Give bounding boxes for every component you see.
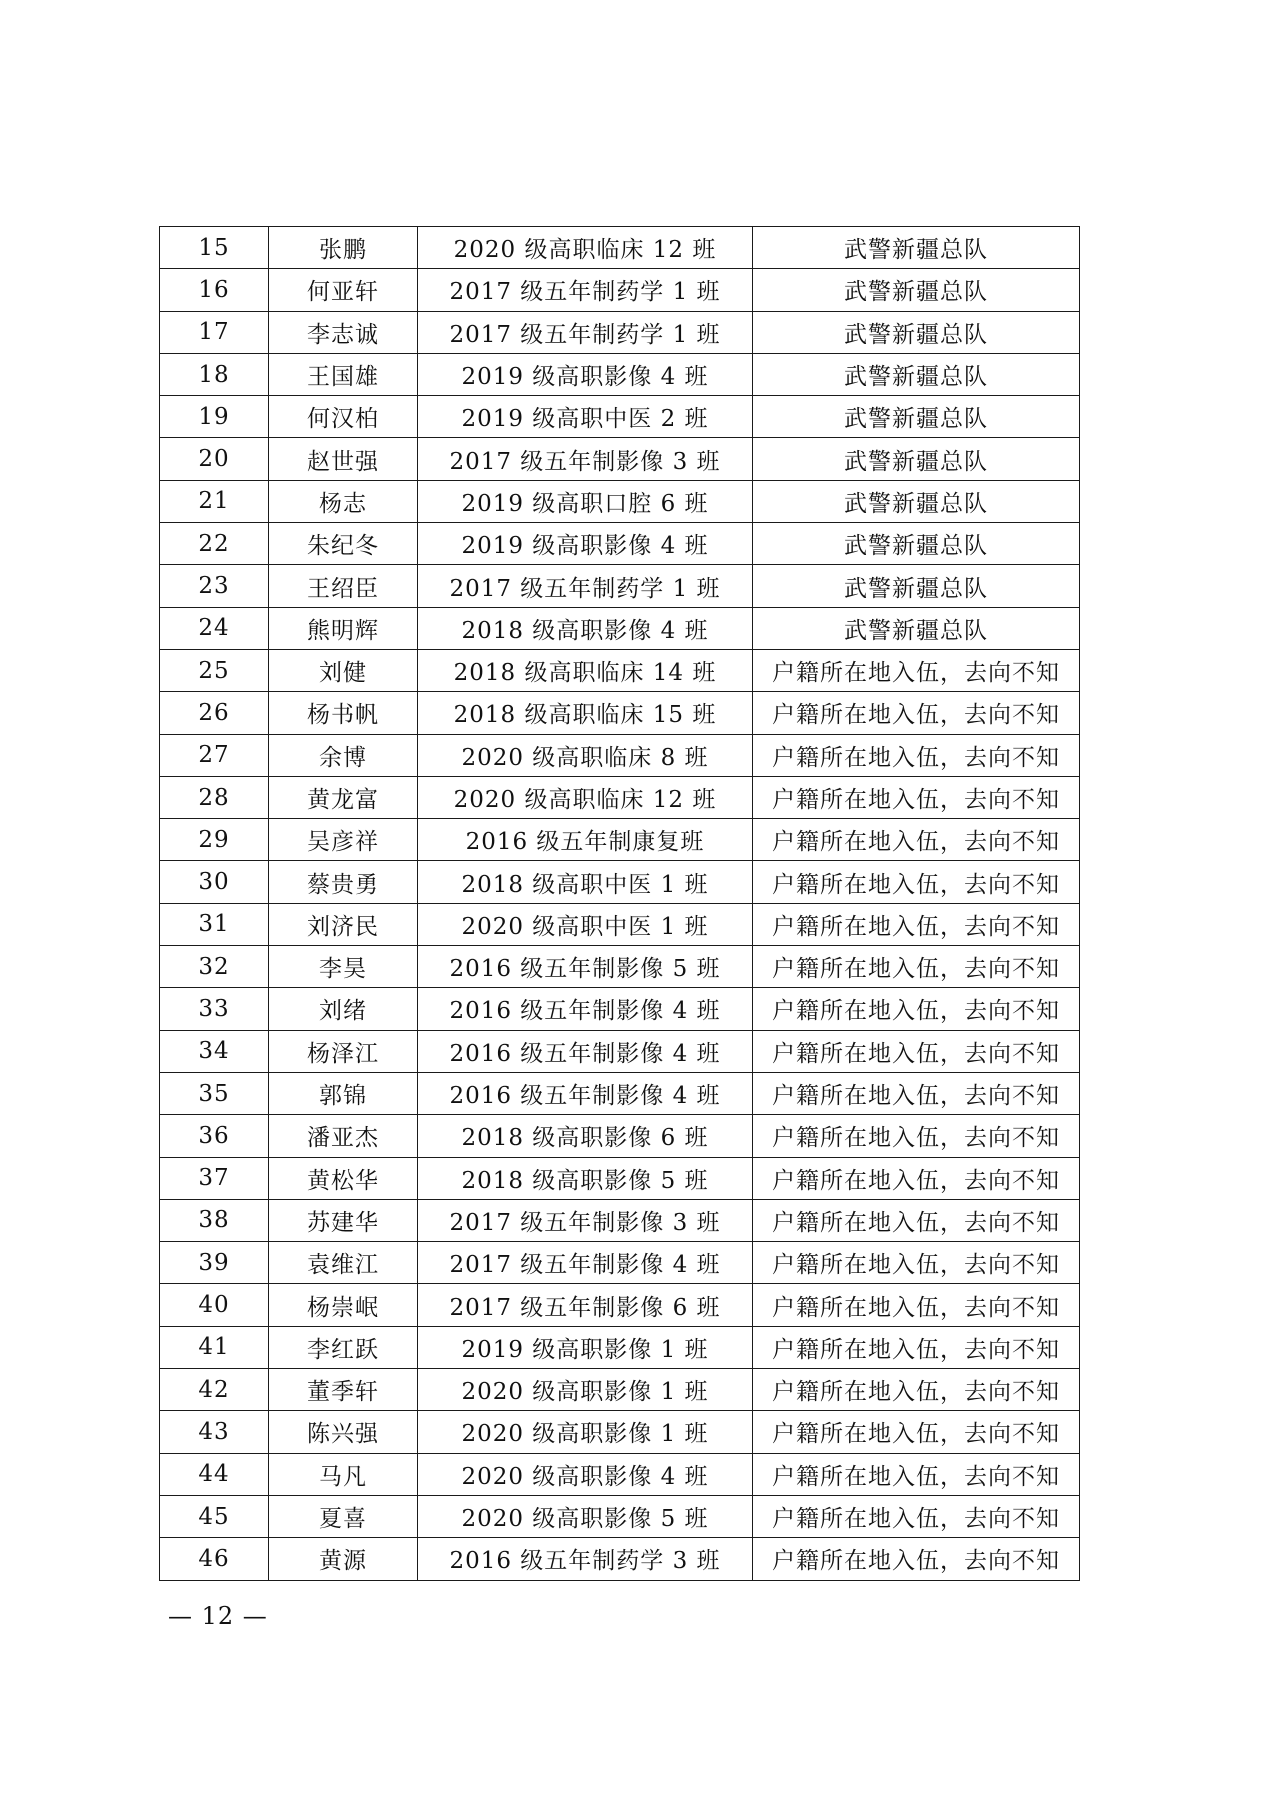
table-row <box>160 1072 1080 1114</box>
row-number-cell: 45 <box>160 1495 269 1537</box>
student-name-cell: 赵世强 <box>269 438 418 480</box>
destination-cell: 户籍所在地入伍，去向不知 <box>753 1030 1080 1072</box>
roster-table-body <box>160 227 1080 1581</box>
destination-cell: 户籍所在地入伍，去向不知 <box>753 1072 1080 1114</box>
class-cell: 2018 级高职临床 15 班 <box>418 692 753 734</box>
student-name-cell: 刘健 <box>269 649 418 691</box>
table-row <box>160 1411 1080 1453</box>
destination-cell: 户籍所在地入伍，去向不知 <box>753 1495 1080 1537</box>
destination-cell: 户籍所在地入伍，去向不知 <box>753 1538 1080 1580</box>
table-row <box>160 565 1080 607</box>
destination-cell: 武警新疆总队 <box>753 311 1080 353</box>
destination-cell: 武警新疆总队 <box>753 480 1080 522</box>
table-row <box>160 1030 1080 1072</box>
row-number-cell: 43 <box>160 1411 269 1453</box>
destination-cell: 户籍所在地入伍，去向不知 <box>753 1369 1080 1411</box>
class-cell: 2018 级高职影像 6 班 <box>418 1115 753 1157</box>
table-row <box>160 1157 1080 1199</box>
class-cell: 2016 级五年制影像 5 班 <box>418 946 753 988</box>
class-cell: 2019 级高职影像 4 班 <box>418 353 753 395</box>
class-cell: 2016 级五年制影像 4 班 <box>418 988 753 1030</box>
student-name-cell: 陈兴强 <box>269 1411 418 1453</box>
destination-cell: 户籍所在地入伍，去向不知 <box>753 1242 1080 1284</box>
student-name-cell: 杨志 <box>269 480 418 522</box>
class-cell: 2016 级五年制药学 3 班 <box>418 1538 753 1580</box>
table-row <box>160 988 1080 1030</box>
destination-cell: 武警新疆总队 <box>753 269 1080 311</box>
table-row <box>160 227 1080 269</box>
destination-cell: 户籍所在地入伍，去向不知 <box>753 1115 1080 1157</box>
row-number-cell: 28 <box>160 776 269 818</box>
class-cell: 2020 级高职影像 4 班 <box>418 1453 753 1495</box>
class-cell: 2016 级五年制影像 4 班 <box>418 1030 753 1072</box>
student-name-cell: 黄龙富 <box>269 776 418 818</box>
destination-cell: 户籍所在地入伍，去向不知 <box>753 946 1080 988</box>
class-cell: 2020 级高职影像 5 班 <box>418 1495 753 1537</box>
class-cell: 2016 级五年制影像 4 班 <box>418 1072 753 1114</box>
student-name-cell: 余博 <box>269 734 418 776</box>
destination-cell: 户籍所在地入伍，去向不知 <box>753 819 1080 861</box>
table-row <box>160 861 1080 903</box>
row-number-cell: 42 <box>160 1369 269 1411</box>
row-number-cell: 39 <box>160 1242 269 1284</box>
row-number-cell: 41 <box>160 1326 269 1368</box>
student-name-cell: 王国雄 <box>269 353 418 395</box>
destination-cell: 武警新疆总队 <box>753 438 1080 480</box>
table-row <box>160 1284 1080 1326</box>
table-row <box>160 353 1080 395</box>
class-cell: 2018 级高职临床 14 班 <box>418 649 753 691</box>
class-cell: 2020 级高职临床 12 班 <box>418 776 753 818</box>
table-row <box>160 1115 1080 1157</box>
table-row <box>160 734 1080 776</box>
student-name-cell: 郭锦 <box>269 1072 418 1114</box>
table-row <box>160 523 1080 565</box>
class-cell: 2017 级五年制药学 1 班 <box>418 269 753 311</box>
class-cell: 2020 级高职中医 1 班 <box>418 903 753 945</box>
row-number-cell: 44 <box>160 1453 269 1495</box>
student-name-cell: 李昊 <box>269 946 418 988</box>
student-name-cell: 刘绪 <box>269 988 418 1030</box>
row-number-cell: 46 <box>160 1538 269 1580</box>
table-row <box>160 1495 1080 1537</box>
class-cell: 2016 级五年制康复班 <box>418 819 753 861</box>
row-number-cell: 25 <box>160 649 269 691</box>
table-row <box>160 480 1080 522</box>
destination-cell: 户籍所在地入伍，去向不知 <box>753 1157 1080 1199</box>
row-number-cell: 33 <box>160 988 269 1030</box>
destination-cell: 武警新疆总队 <box>753 396 1080 438</box>
table-row <box>160 1199 1080 1241</box>
table-row <box>160 438 1080 480</box>
row-number-cell: 27 <box>160 734 269 776</box>
class-cell: 2019 级高职口腔 6 班 <box>418 480 753 522</box>
table-row <box>160 776 1080 818</box>
class-cell: 2017 级五年制影像 3 班 <box>418 1199 753 1241</box>
row-number-cell: 37 <box>160 1157 269 1199</box>
student-name-cell: 杨书帆 <box>269 692 418 734</box>
class-cell: 2019 级高职影像 1 班 <box>418 1326 753 1368</box>
destination-cell: 户籍所在地入伍，去向不知 <box>753 1453 1080 1495</box>
class-cell: 2017 级五年制药学 1 班 <box>418 311 753 353</box>
student-name-cell: 熊明辉 <box>269 607 418 649</box>
row-number-cell: 26 <box>160 692 269 734</box>
row-number-cell: 17 <box>160 311 269 353</box>
row-number-cell: 20 <box>160 438 269 480</box>
student-name-cell: 何亚轩 <box>269 269 418 311</box>
row-number-cell: 23 <box>160 565 269 607</box>
row-number-cell: 31 <box>160 903 269 945</box>
student-name-cell: 王绍臣 <box>269 565 418 607</box>
destination-cell: 武警新疆总队 <box>753 227 1080 269</box>
row-number-cell: 30 <box>160 861 269 903</box>
destination-cell: 户籍所在地入伍，去向不知 <box>753 649 1080 691</box>
student-name-cell: 黄源 <box>269 1538 418 1580</box>
row-number-cell: 15 <box>160 227 269 269</box>
student-name-cell: 张鹏 <box>269 227 418 269</box>
row-number-cell: 22 <box>160 523 269 565</box>
table-row <box>160 819 1080 861</box>
row-number-cell: 19 <box>160 396 269 438</box>
student-name-cell: 蔡贵勇 <box>269 861 418 903</box>
row-number-cell: 36 <box>160 1115 269 1157</box>
student-name-cell: 吴彦祥 <box>269 819 418 861</box>
student-name-cell: 潘亚杰 <box>269 1115 418 1157</box>
row-number-cell: 38 <box>160 1199 269 1241</box>
row-number-cell: 35 <box>160 1072 269 1114</box>
table-row <box>160 692 1080 734</box>
enlistment-roster-table <box>159 226 1080 1581</box>
class-cell: 2020 级高职影像 1 班 <box>418 1369 753 1411</box>
class-cell: 2020 级高职临床 8 班 <box>418 734 753 776</box>
student-name-cell: 杨崇岷 <box>269 1284 418 1326</box>
row-number-cell: 21 <box>160 480 269 522</box>
table-row <box>160 311 1080 353</box>
table-row <box>160 1369 1080 1411</box>
destination-cell: 户籍所在地入伍，去向不知 <box>753 734 1080 776</box>
table-row <box>160 649 1080 691</box>
table-row <box>160 1538 1080 1580</box>
row-number-cell: 29 <box>160 819 269 861</box>
student-name-cell: 刘济民 <box>269 903 418 945</box>
destination-cell: 户籍所在地入伍，去向不知 <box>753 692 1080 734</box>
row-number-cell: 32 <box>160 946 269 988</box>
page-number: — 12 — <box>168 1602 268 1630</box>
class-cell: 2018 级高职中医 1 班 <box>418 861 753 903</box>
destination-cell: 户籍所在地入伍，去向不知 <box>753 861 1080 903</box>
table-row <box>160 1453 1080 1495</box>
row-number-cell: 24 <box>160 607 269 649</box>
destination-cell: 武警新疆总队 <box>753 523 1080 565</box>
class-cell: 2017 级五年制影像 4 班 <box>418 1242 753 1284</box>
class-cell: 2017 级五年制影像 6 班 <box>418 1284 753 1326</box>
table-row <box>160 396 1080 438</box>
student-name-cell: 李红跃 <box>269 1326 418 1368</box>
student-name-cell: 杨泽江 <box>269 1030 418 1072</box>
table-row <box>160 269 1080 311</box>
student-name-cell: 马凡 <box>269 1453 418 1495</box>
row-number-cell: 34 <box>160 1030 269 1072</box>
student-name-cell: 何汉柏 <box>269 396 418 438</box>
destination-cell: 户籍所在地入伍，去向不知 <box>753 1199 1080 1241</box>
student-name-cell: 朱纪冬 <box>269 523 418 565</box>
class-cell: 2018 级高职影像 4 班 <box>418 607 753 649</box>
class-cell: 2018 级高职影像 5 班 <box>418 1157 753 1199</box>
class-cell: 2020 级高职临床 12 班 <box>418 227 753 269</box>
destination-cell: 户籍所在地入伍，去向不知 <box>753 1284 1080 1326</box>
class-cell: 2020 级高职影像 1 班 <box>418 1411 753 1453</box>
student-name-cell: 黄松华 <box>269 1157 418 1199</box>
class-cell: 2019 级高职影像 4 班 <box>418 523 753 565</box>
destination-cell: 户籍所在地入伍，去向不知 <box>753 903 1080 945</box>
table-row <box>160 946 1080 988</box>
class-cell: 2017 级五年制药学 1 班 <box>418 565 753 607</box>
row-number-cell: 16 <box>160 269 269 311</box>
destination-cell: 武警新疆总队 <box>753 565 1080 607</box>
destination-cell: 户籍所在地入伍，去向不知 <box>753 1326 1080 1368</box>
student-name-cell: 苏建华 <box>269 1199 418 1241</box>
destination-cell: 户籍所在地入伍，去向不知 <box>753 776 1080 818</box>
row-number-cell: 18 <box>160 353 269 395</box>
table-row <box>160 607 1080 649</box>
student-name-cell: 袁维江 <box>269 1242 418 1284</box>
table-row <box>160 903 1080 945</box>
student-name-cell: 李志诚 <box>269 311 418 353</box>
table-row <box>160 1326 1080 1368</box>
row-number-cell: 40 <box>160 1284 269 1326</box>
class-cell: 2017 级五年制影像 3 班 <box>418 438 753 480</box>
student-name-cell: 夏喜 <box>269 1495 418 1537</box>
student-name-cell: 董季轩 <box>269 1369 418 1411</box>
destination-cell: 户籍所在地入伍，去向不知 <box>753 1411 1080 1453</box>
class-cell: 2019 级高职中医 2 班 <box>418 396 753 438</box>
destination-cell: 户籍所在地入伍，去向不知 <box>753 988 1080 1030</box>
table-row <box>160 1242 1080 1284</box>
destination-cell: 武警新疆总队 <box>753 607 1080 649</box>
destination-cell: 武警新疆总队 <box>753 353 1080 395</box>
